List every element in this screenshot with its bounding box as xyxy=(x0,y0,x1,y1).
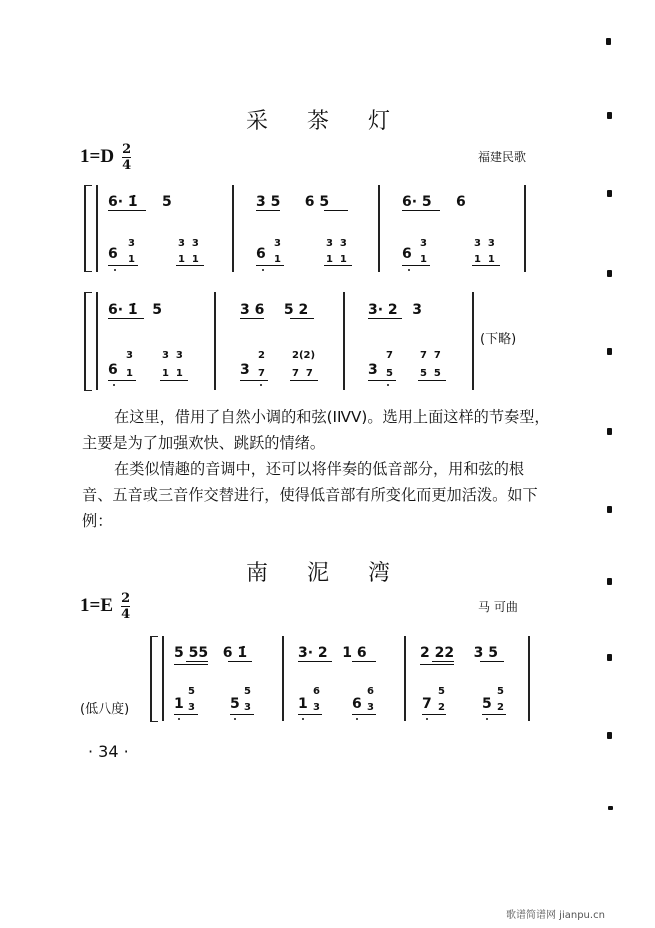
song1-key: 1=D xyxy=(80,146,115,167)
song1-time-signature: $\frac{2}{4}$ xyxy=(122,142,132,173)
margin-mark xyxy=(607,190,612,197)
octave-note: (低八度) xyxy=(80,702,130,717)
margin-mark xyxy=(606,38,611,45)
song1-key-signature xyxy=(80,143,131,172)
s1r2-m1-bass: 6 xyxy=(108,362,118,378)
s1r2-m3-bass: 3 xyxy=(368,362,378,378)
s2-m1-bass-a: 1 xyxy=(174,696,184,712)
s2-m3-melody: 2 22 3 5 xyxy=(420,645,498,661)
s1r2-m2-bass: 3 xyxy=(240,362,250,378)
s1r2-m2-melody: 3 6 5 2 xyxy=(240,302,309,318)
song2-time-signature: $\frac{2}{4}$ xyxy=(121,591,131,622)
song2-key: 1=E xyxy=(80,595,113,616)
song2-key-signature xyxy=(80,592,130,621)
paragraph-2: 在类似情趣的音调中，还可以将伴奏的低音部分，用和弦的根音、五音或三音作交替进行，使得低音部有所变化而更加活泼。如下例： xyxy=(82,460,538,530)
margin-mark xyxy=(607,506,612,513)
margin-mark xyxy=(607,428,612,435)
song2-title: 南 泥 湾 xyxy=(246,561,406,586)
s2-m3-bass-a: 7 xyxy=(422,696,432,712)
s1r1-m1-melody: 6· 1̇ 5 xyxy=(108,194,172,210)
s1r2-m1-melody: 6· 1̇ 5 xyxy=(108,302,163,318)
song1-title: 采 茶 灯 xyxy=(246,109,406,134)
s1r1-m3-melody: 6· 5 6 xyxy=(402,194,466,210)
s2-m1-bass-b: 5 xyxy=(230,696,240,712)
s1r2-m3-melody: 3· 2 3 xyxy=(368,302,423,318)
margin-mark xyxy=(607,112,612,119)
song2-system-brace xyxy=(150,636,158,722)
paragraph-1: 在这里，借用了自然小调的和弦(ⅠⅣⅤ)。选用上面这样的节奏型，主要是为了加强欢快、跳跃的情绪。 xyxy=(82,408,550,452)
page-number: · 34 · xyxy=(88,742,129,761)
song2-composer: 马 可曲 xyxy=(478,600,518,614)
s2-m3-bass-b: 5 xyxy=(482,696,492,712)
song1-composer: 福建民歌 xyxy=(478,150,527,164)
margin-mark xyxy=(607,578,612,585)
song1-remark: (下略) xyxy=(480,332,517,347)
margin-mark xyxy=(607,654,612,661)
margin-mark xyxy=(608,806,613,810)
margin-mark xyxy=(607,270,612,277)
s2-m2-bass-a: 1 xyxy=(298,696,308,712)
margin-mark xyxy=(607,732,612,739)
song1-system2-brace xyxy=(84,292,92,391)
s2-m2-melody: 3· 2 1 6 xyxy=(298,645,367,661)
watermark: 歌谱简谱网 jianpu.cn xyxy=(506,910,605,921)
s1r1-m3-bass: 6 xyxy=(402,246,412,262)
s1r1-m1-bass: 6 xyxy=(108,246,118,262)
s2-m2-bass-b: 6 xyxy=(352,696,362,712)
s1r1-m2-melody: 3 5 6 5 xyxy=(256,194,330,210)
s2-m1-melody: 5 55 6 1̇ xyxy=(174,645,248,661)
s1r1-m2-bass: 6 xyxy=(256,246,266,262)
song1-system1-brace xyxy=(84,185,92,272)
margin-mark xyxy=(607,348,612,355)
